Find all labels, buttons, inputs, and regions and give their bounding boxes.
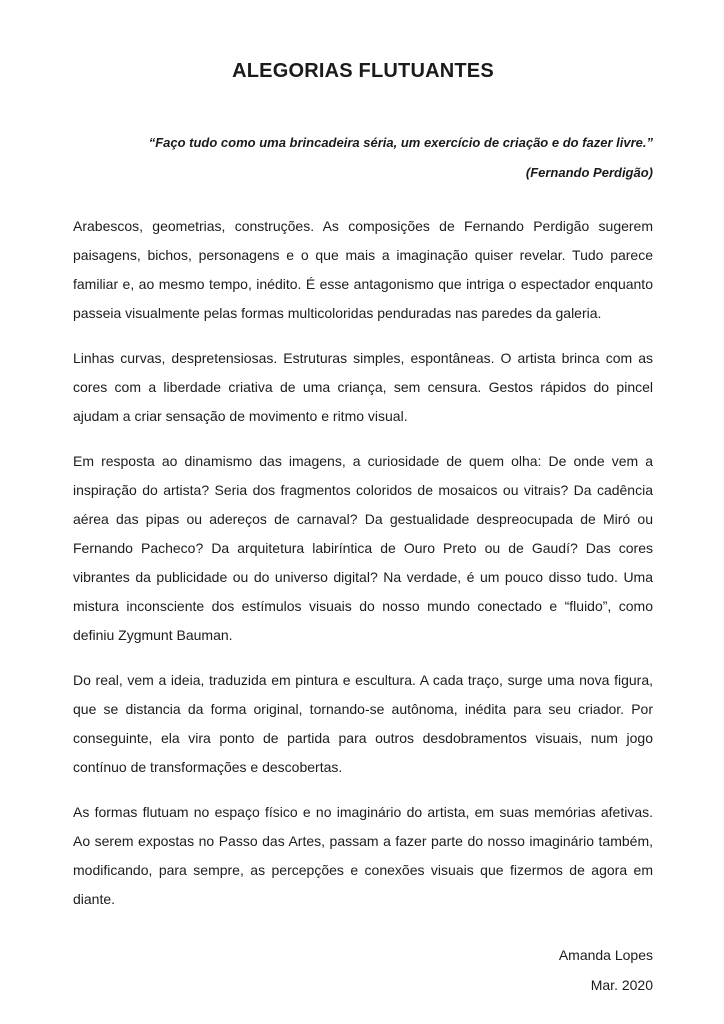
body-text	[73, 212, 653, 914]
paragraph-4: Do real, vem a ideia, traduzida em pintura e escultura. A cada traço, surge uma nova figura, que se distancia da forma original, tornando-se autônoma, inédita para seu criador. Por conseguinte, ela vira ponto de partida para outros desdobramentos visuais, num jogo contínuo de transformações e descobertas.	[73, 672, 653, 775]
epigraph-block	[73, 128, 653, 188]
paragraph-5: As formas flutuam no espaço físico e no imaginário do artista, em suas memórias afetivas. Ao serem expostas no Passo das Artes, passam a fazer parte do nosso imaginário também, modificando, para sempre, as percepções e conexões visuais que fizermos de agora em diante.	[73, 804, 653, 907]
epigraph-quote: “Faço tudo como uma brincadeira séria, um exercício de criação e do fazer livre.”	[148, 135, 653, 150]
signature-block	[73, 940, 653, 1000]
paragraph-2: Linhas curvas, despretensiosas. Estruturas simples, espontâneas. O artista brinca com as cores com a liberdade criativa de uma criança, sem censura. Gestos rápidos do pincel ajudam a criar sensação de movimento e ritmo visual.	[73, 350, 653, 424]
paragraph-3: Em resposta ao dinamismo das imagens, a curiosidade de quem olha: De onde vem a inspiração do artista? Seria dos fragmentos coloridos de mosaicos ou vitrais? Da cadência aérea das pipas ou adereços de carnaval? Da gestualidade despreocupada de Miró ou Fernando Pacheco? Da arquitetura labiríntica de Ouro Preto ou de Gaudí? Das cores vibrantes da publicidade ou do universo digital? Na verdade, é um pouco disso tudo. Uma mistura inconsciente dos estímulos visuais do nosso mundo conectado e “fluido”, como definiu Zygmunt Bauman.	[73, 453, 653, 643]
signature-date: Mar. 2020	[590, 977, 653, 993]
paragraph-1: Arabescos, geometrias, construções. As composições de Fernando Perdigão sugerem paisagens, bichos, personagens e o que mais a imaginação quiser revelar. Tudo parece familiar e, ao mesmo tempo, inédito. É esse antagonismo que intriga o espectador enquanto passeia visualmente pelas formas multicoloridas penduradas nas paredes da galeria.	[73, 218, 653, 321]
signature-author: Amanda Lopes	[558, 947, 653, 963]
epigraph-attribution: (Fernando Perdigão)	[525, 165, 653, 180]
document-title: ALEGORIAS FLUTUANTES	[232, 60, 494, 82]
